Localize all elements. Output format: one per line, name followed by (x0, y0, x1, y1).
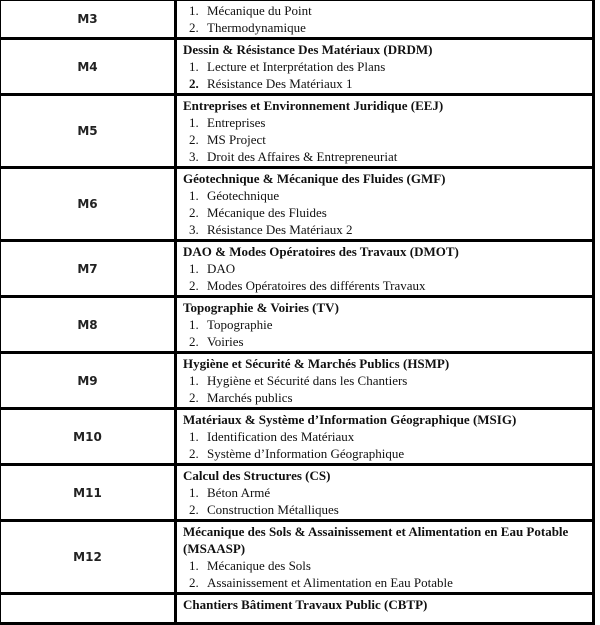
course-item (183, 389, 586, 406)
module-row (0, 594, 594, 624)
item-label: Voiries (207, 334, 244, 349)
course-list (183, 484, 586, 518)
item-number: 1. (189, 188, 199, 203)
module-row (0, 168, 594, 241)
course-item (183, 277, 586, 294)
course-list (183, 428, 586, 462)
item-label: Système d’Information Géographique (207, 446, 405, 461)
module-content (176, 39, 594, 95)
module-code: M11 (0, 465, 176, 521)
module-content (176, 594, 594, 624)
course-item (183, 557, 586, 574)
course-item (183, 131, 586, 148)
module-title: DAO & Modes Opératoires des Travaux (DMOT) (183, 244, 459, 259)
module-code: M8 (0, 297, 176, 353)
module-row (0, 521, 594, 594)
module-code: M10 (0, 409, 176, 465)
item-number: 1. (189, 317, 199, 332)
module-code: M7 (0, 241, 176, 297)
course-item (183, 501, 586, 518)
item-label: Lecture et Interprétation des Plans (207, 59, 386, 74)
item-label: Résistance Des Matériaux 2 (207, 222, 353, 237)
course-item (183, 428, 586, 445)
module-code: M12 (0, 521, 176, 594)
module-row (0, 297, 594, 353)
item-label: Entreprises (207, 115, 266, 130)
item-number: 1. (189, 3, 199, 18)
item-number: 2. (189, 446, 199, 461)
course-item (183, 19, 586, 36)
item-label: Thermodynamique (207, 20, 306, 35)
course-item (183, 260, 586, 277)
course-item (183, 2, 586, 19)
item-label: Droit des Affaires & Entrepreneuriat (207, 149, 398, 164)
course-item (183, 445, 586, 462)
module-title: Mécanique des Sols & Assainissement et Alimentation en Eau Potable (MSAASP) (183, 524, 569, 556)
module-row (0, 353, 594, 409)
item-label: Identification des Matériaux (207, 429, 355, 444)
course-item (183, 221, 586, 238)
module-row (0, 465, 594, 521)
item-label: Topographie (207, 317, 273, 332)
course-list (183, 316, 586, 350)
item-label: Marchés publics (207, 390, 293, 405)
item-label: Mécanique du Point (207, 3, 312, 18)
item-number: 2. (189, 390, 199, 405)
module-row (0, 95, 594, 168)
course-item (183, 114, 586, 131)
item-number: 1. (189, 115, 199, 130)
item-label: Modes Opératoires des différents Travaux (207, 278, 426, 293)
course-list (183, 58, 586, 92)
course-item (183, 372, 586, 389)
course-item (183, 484, 586, 501)
module-code (0, 594, 176, 624)
module-title: Hygiène et Sécurité & Marchés Publics (HSMP) (183, 356, 450, 371)
module-content (176, 521, 594, 594)
module-title: Calcul des Structures (CS) (183, 468, 331, 483)
course-item (183, 204, 586, 221)
item-number: 3. (189, 222, 199, 237)
item-label: MS Project (207, 132, 266, 147)
item-number: 2. (189, 575, 199, 590)
item-number: 2. (189, 132, 199, 147)
module-title: Topographie & Voiries (TV) (183, 300, 339, 315)
course-list (183, 372, 586, 406)
module-code: M5 (0, 95, 176, 168)
item-label: Mécanique des Fluides (207, 205, 327, 220)
module-content (176, 241, 594, 297)
course-list (183, 260, 586, 294)
module-code: M4 (0, 39, 176, 95)
item-label: Hygiène et Sécurité dans les Chantiers (207, 373, 408, 388)
item-label: Construction Métalliques (207, 502, 339, 517)
item-label: Béton Armé (207, 485, 271, 500)
course-item (183, 574, 586, 591)
module-content (176, 465, 594, 521)
module-row (0, 241, 594, 297)
course-item (183, 316, 586, 333)
item-label: Assainissement et Alimentation en Eau Potable (207, 575, 453, 590)
module-content (176, 409, 594, 465)
item-number: 1. (189, 558, 199, 573)
item-label: Géotechnique (207, 188, 280, 203)
module-title: Chantiers Bâtiment Travaux Public (CBTP) (183, 597, 428, 612)
course-list (183, 114, 586, 165)
item-number: 1. (189, 429, 199, 444)
module-code: M6 (0, 168, 176, 241)
item-number: 1. (189, 59, 199, 74)
module-content (176, 353, 594, 409)
course-item (183, 58, 586, 75)
item-label: DAO (207, 261, 236, 276)
module-title: Matériaux & Système d’Information Géographique (MSIG) (183, 412, 517, 427)
module-row (0, 0, 594, 39)
item-number: 3. (189, 149, 199, 164)
module-content (176, 0, 594, 39)
module-content (176, 297, 594, 353)
item-label: Mécanique des Sols (207, 558, 311, 573)
module-row (0, 39, 594, 95)
item-number: 2. (189, 502, 199, 517)
item-number: 1. (189, 373, 199, 388)
item-number: 2. (189, 334, 199, 349)
course-item (183, 333, 586, 350)
item-number: 2. (189, 278, 199, 293)
course-list (183, 557, 586, 591)
item-number: 2. (189, 205, 199, 220)
module-title: Dessin & Résistance Des Matériaux (DRDM) (183, 42, 433, 57)
module-title: Géotechnique & Mécanique des Fluides (GMF) (183, 171, 446, 186)
item-number: 1. (189, 485, 199, 500)
item-number: 2. (189, 20, 199, 35)
item-number: 1. (189, 261, 199, 276)
item-number: 2. (189, 76, 199, 91)
module-code: M9 (0, 353, 176, 409)
module-content (176, 168, 594, 241)
module-content (176, 95, 594, 168)
course-item (183, 148, 586, 165)
module-code: M3 (0, 0, 176, 39)
module-row (0, 409, 594, 465)
course-list (183, 187, 586, 238)
module-title: Entreprises et Environnement Juridique (EEJ) (183, 98, 444, 113)
course-item (183, 187, 586, 204)
course-item (183, 75, 586, 92)
course-list (183, 2, 586, 36)
item-label: Résistance Des Matériaux 1 (207, 76, 353, 91)
